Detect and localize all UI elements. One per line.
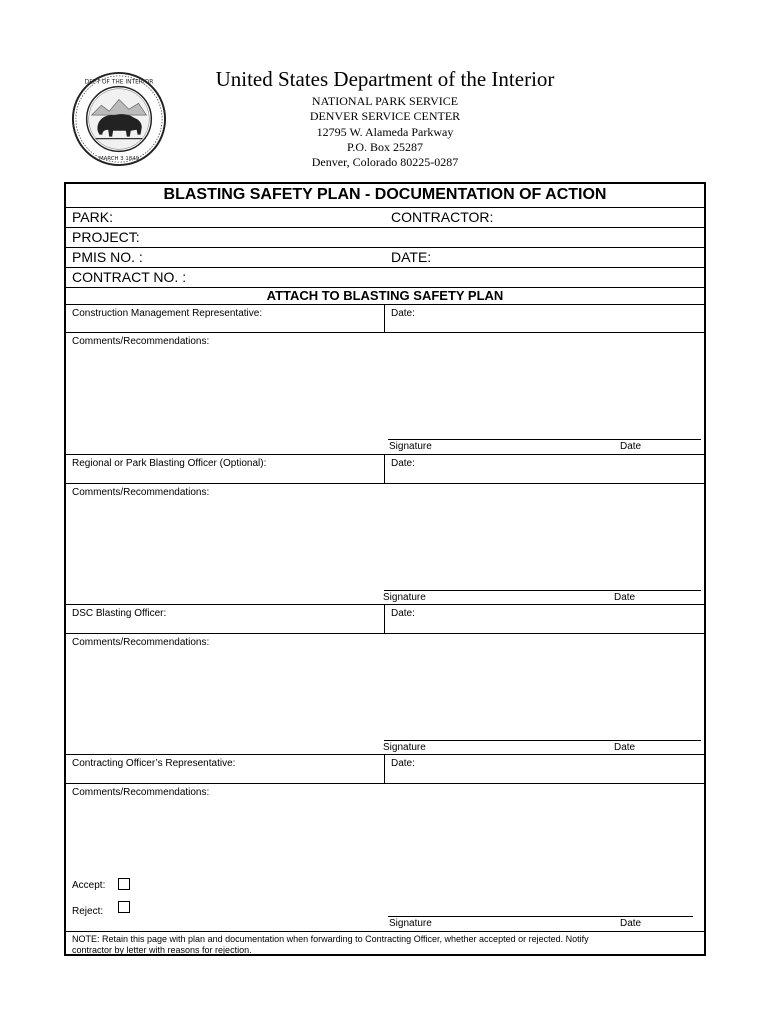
section-1-role: Construction Management Representative: xyxy=(72,308,263,319)
section-3-header[interactable] xyxy=(66,605,704,634)
note-line-1: NOTE: Retain this page with plan and documentation when forwarding to Contracting Officer, whether accepted or rejected. Notify xyxy=(72,934,589,944)
svg-text:DEPT OF THE INTERIOR: DEPT OF THE INTERIOR xyxy=(84,79,154,86)
section-2-date: Date: xyxy=(391,458,415,469)
project-label: PROJECT: xyxy=(72,229,140,245)
divider xyxy=(384,755,385,783)
section-3-comments-label: Comments/Recommendations: xyxy=(72,637,210,648)
section-2-signature-label: Signature xyxy=(383,592,426,603)
section-2-role: Regional or Park Blasting Officer (Optional): xyxy=(72,458,267,469)
signature-line xyxy=(388,916,693,917)
blasting-safety-form xyxy=(64,182,706,956)
section-4-date: Date: xyxy=(391,758,415,769)
section-4-header[interactable] xyxy=(66,755,704,784)
divider xyxy=(384,605,385,633)
section-3-date: Date: xyxy=(391,608,415,619)
section-4-role: Contracting Officer’s Representative: xyxy=(72,758,236,769)
contract-row[interactable] xyxy=(66,268,704,288)
section-4-comments-box[interactable] xyxy=(66,784,704,932)
divider xyxy=(384,305,385,333)
city-state-zip: Denver, Colorado 80225-0287 xyxy=(311,155,459,169)
date-label: DATE: xyxy=(391,249,432,265)
reject-checkbox[interactable] xyxy=(118,901,130,913)
pmis-date-row[interactable] xyxy=(66,248,704,268)
divider xyxy=(384,455,385,483)
accept-checkbox[interactable] xyxy=(118,878,130,890)
park-contractor-row[interactable] xyxy=(66,208,704,228)
section-2-comments-label: Comments/Recommendations: xyxy=(72,487,210,498)
reject-label: Reject: xyxy=(72,906,104,917)
agency-name: NATIONAL PARK SERVICE xyxy=(311,94,459,108)
section-2-comments-box[interactable] xyxy=(66,484,704,605)
section-3-signature-date: Date xyxy=(614,742,636,753)
contractor-label: CONTRACTOR: xyxy=(391,209,494,225)
section-2-header[interactable] xyxy=(66,455,704,484)
section-1-header[interactable] xyxy=(66,304,704,333)
section-4-signature-label: Signature xyxy=(389,918,432,929)
department-title: United States Department of the Interior xyxy=(215,67,555,91)
contract-label: CONTRACT NO. : xyxy=(72,269,187,285)
center-name: DENVER SERVICE CENTER xyxy=(309,109,461,123)
form-title-row xyxy=(66,184,704,208)
section-3-role: DSC Blasting Officer: xyxy=(72,608,167,619)
section-4-comments-label: Comments/Recommendations: xyxy=(72,787,210,798)
attach-instruction: ATTACH TO BLASTING SAFETY PLAN xyxy=(266,288,504,303)
section-1-comments-box[interactable] xyxy=(66,333,704,455)
form-title: BLASTING SAFETY PLAN - DOCUMENTATION OF ACTION xyxy=(163,186,607,203)
section-2-signature-date: Date xyxy=(614,592,636,603)
po-box: P.O. Box 25287 xyxy=(346,140,423,154)
section-4-signature-date: Date xyxy=(620,918,642,929)
svg-text:MARCH 3 1849: MARCH 3 1849 xyxy=(98,156,140,163)
signature-line xyxy=(384,740,701,741)
section-1-date: Date: xyxy=(391,308,415,319)
project-row[interactable] xyxy=(66,228,704,248)
signature-line xyxy=(388,439,701,440)
section-3-signature-label: Signature xyxy=(383,742,426,753)
section-3-comments-box[interactable] xyxy=(66,634,704,755)
note-line-2: contractor by letter with reasons for rejection. xyxy=(72,945,252,955)
section-1-comments-label: Comments/Recommendations: xyxy=(72,336,210,347)
signature-line xyxy=(384,590,701,591)
section-1-signature-date: Date xyxy=(620,441,642,452)
doi-seal-logo xyxy=(70,70,168,168)
section-1-signature-label: Signature xyxy=(389,441,432,452)
park-label: PARK: xyxy=(72,209,113,225)
accept-label: Accept: xyxy=(72,880,106,891)
street-address: 12795 W. Alameda Parkway xyxy=(316,125,454,139)
pmis-label: PMIS NO. : xyxy=(72,249,143,265)
